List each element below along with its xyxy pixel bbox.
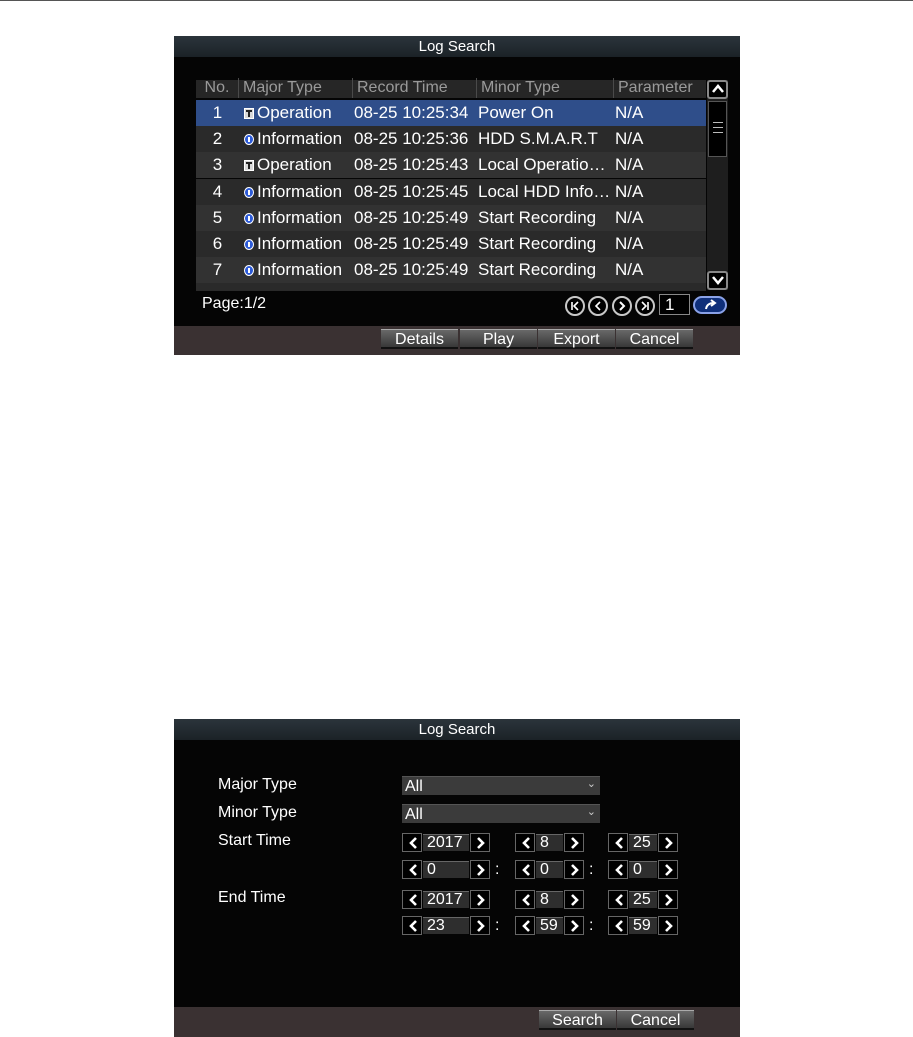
first-page-icon bbox=[569, 300, 581, 312]
parameter-cell: N/A bbox=[615, 155, 644, 175]
row-number: 1 bbox=[212, 103, 223, 122]
table-header bbox=[196, 80, 706, 98]
decrement-button[interactable] bbox=[402, 833, 422, 852]
chevron-left-icon bbox=[613, 863, 625, 877]
major-type-text: Information bbox=[257, 234, 343, 253]
chevron-right-icon bbox=[616, 300, 628, 312]
end-month-spinner[interactable] bbox=[515, 890, 584, 909]
end-minute-spinner[interactable] bbox=[515, 916, 584, 935]
chevron-left-icon bbox=[520, 863, 532, 877]
search-button[interactable]: Search bbox=[539, 1010, 616, 1030]
minor-type-cell: Start Recording bbox=[478, 260, 597, 280]
increment-button[interactable] bbox=[470, 916, 490, 935]
last-page-button[interactable] bbox=[635, 296, 655, 316]
end-time-label: End Time bbox=[218, 889, 286, 906]
decrement-button[interactable] bbox=[515, 860, 535, 879]
chevron-right-icon bbox=[475, 893, 487, 907]
start-second-spinner[interactable] bbox=[608, 860, 678, 879]
record-time-cell: 08-25 10:25:49 bbox=[354, 207, 469, 227]
time-separator: : bbox=[589, 861, 594, 878]
major-type-cell bbox=[242, 126, 352, 152]
chevron-left-icon bbox=[613, 836, 625, 850]
chevron-right-icon bbox=[663, 836, 675, 850]
go-to-page-button[interactable] bbox=[693, 296, 727, 314]
start-day-value[interactable]: 25 bbox=[629, 834, 657, 851]
chevron-up-icon bbox=[711, 83, 725, 95]
minor-type-cell: Local HDD Info… bbox=[478, 181, 610, 201]
end-day-value[interactable]: 25 bbox=[629, 891, 657, 908]
end-hour-value[interactable]: 23 bbox=[423, 917, 469, 934]
end-year-spinner[interactable] bbox=[402, 890, 490, 909]
increment-button[interactable] bbox=[564, 890, 584, 909]
chevron-left-icon bbox=[613, 919, 625, 933]
parameter-cell: N/A bbox=[615, 103, 644, 122]
chevron-right-icon bbox=[663, 863, 675, 877]
table-row[interactable] bbox=[196, 152, 706, 178]
decrement-button[interactable] bbox=[608, 860, 628, 879]
scroll-thumb[interactable] bbox=[708, 101, 727, 157]
column-header-no[interactable]: No. bbox=[196, 78, 239, 98]
decrement-button[interactable] bbox=[515, 916, 535, 935]
column-header-minor-type[interactable]: Minor Type bbox=[477, 78, 614, 98]
table-row[interactable] bbox=[196, 179, 706, 205]
decrement-button[interactable] bbox=[608, 890, 628, 909]
chevron-left-icon bbox=[520, 919, 532, 933]
major-type-cell bbox=[242, 231, 352, 257]
increment-button[interactable] bbox=[470, 890, 490, 909]
chevron-left-icon bbox=[407, 893, 419, 907]
major-type-text: Operation bbox=[257, 155, 332, 175]
log-search-form-window bbox=[174, 719, 740, 1037]
decrement-button[interactable] bbox=[515, 833, 535, 852]
start-hour-value[interactable]: 0 bbox=[423, 861, 469, 878]
parameter-cell: N/A bbox=[615, 207, 644, 227]
start-year-value[interactable]: 2017 bbox=[423, 834, 469, 851]
export-button[interactable]: Export bbox=[538, 329, 615, 349]
minor-type-cell: Power On bbox=[478, 103, 554, 122]
row-number: 7 bbox=[212, 260, 223, 280]
increment-button[interactable] bbox=[564, 860, 584, 879]
minor-type-cell: Start Recording bbox=[478, 234, 597, 253]
row-number: 6 bbox=[212, 234, 223, 253]
parameter-cell: N/A bbox=[615, 260, 644, 280]
page-number-input[interactable]: 1 bbox=[659, 294, 690, 315]
time-separator: : bbox=[589, 917, 594, 934]
cancel-button[interactable]: Cancel bbox=[616, 329, 693, 349]
row-number: 2 bbox=[212, 129, 223, 149]
start-month-spinner[interactable] bbox=[515, 833, 584, 852]
start-time-label: Start Time bbox=[218, 832, 291, 849]
minor-type-label: Minor Type bbox=[218, 804, 297, 821]
start-day-spinner[interactable] bbox=[608, 833, 678, 852]
chevron-right-icon bbox=[663, 919, 675, 933]
chevron-left-icon bbox=[407, 863, 419, 877]
chevron-left-icon bbox=[407, 836, 419, 850]
cancel-button[interactable]: Cancel bbox=[617, 1010, 694, 1030]
time-separator: : bbox=[495, 917, 500, 934]
last-page-icon bbox=[639, 300, 651, 312]
information-icon bbox=[244, 265, 254, 276]
chevron-right-icon bbox=[663, 893, 675, 907]
decrement-button[interactable] bbox=[608, 833, 628, 852]
major-type-text: Operation bbox=[257, 103, 332, 122]
row-number: 3 bbox=[212, 155, 223, 175]
parameter-cell: N/A bbox=[615, 234, 644, 253]
column-header-parameter[interactable]: Parameter bbox=[618, 79, 693, 96]
major-type-cell bbox=[242, 205, 352, 231]
end-day-spinner[interactable] bbox=[608, 890, 678, 909]
increment-button[interactable] bbox=[658, 860, 678, 879]
chevron-right-icon bbox=[569, 863, 581, 877]
minor-type-select[interactable] bbox=[402, 804, 600, 823]
chevron-right-icon bbox=[475, 863, 487, 877]
start-month-value[interactable]: 8 bbox=[536, 834, 563, 851]
scroll-down-button[interactable] bbox=[707, 271, 728, 290]
chevron-left-icon bbox=[520, 893, 532, 907]
chevron-right-icon bbox=[475, 919, 487, 933]
next-page-button[interactable] bbox=[612, 296, 632, 316]
row-number: 4 bbox=[212, 181, 223, 201]
start-second-value[interactable]: 0 bbox=[629, 861, 657, 878]
row-number: 5 bbox=[212, 207, 223, 227]
end-year-value[interactable]: 2017 bbox=[423, 891, 469, 908]
log-search-results-window bbox=[174, 36, 740, 355]
chevron-left-icon bbox=[592, 300, 604, 312]
start-minute-value[interactable]: 0 bbox=[536, 861, 563, 878]
table-row[interactable] bbox=[196, 257, 706, 283]
end-second-spinner[interactable] bbox=[608, 916, 678, 935]
increment-button[interactable] bbox=[564, 833, 584, 852]
record-time-cell: 08-25 10:25:49 bbox=[354, 234, 469, 253]
chevron-right-icon bbox=[475, 836, 487, 850]
table-row[interactable] bbox=[196, 205, 706, 231]
end-second-value[interactable]: 59 bbox=[629, 917, 657, 934]
minor-type-cell: Local Operatio… bbox=[478, 155, 606, 175]
window-title: Log Search bbox=[174, 36, 740, 57]
operation-icon bbox=[244, 108, 254, 119]
first-page-button[interactable] bbox=[565, 296, 585, 316]
page-top-rule bbox=[0, 0, 913, 1]
table-row[interactable] bbox=[196, 100, 706, 126]
increment-button[interactable] bbox=[564, 916, 584, 935]
increment-button[interactable] bbox=[470, 860, 490, 879]
major-type-select[interactable] bbox=[402, 776, 600, 795]
details-button[interactable]: Details bbox=[381, 329, 458, 349]
major-type-cell bbox=[242, 152, 352, 178]
chevron-right-icon bbox=[569, 919, 581, 933]
bottom-button-bar bbox=[174, 326, 740, 355]
decrement-button[interactable] bbox=[515, 890, 535, 909]
column-header-record-time[interactable]: Record Time bbox=[353, 78, 477, 98]
end-minute-value[interactable]: 59 bbox=[536, 917, 563, 934]
major-type-text: Information bbox=[257, 129, 343, 149]
chevron-right-icon bbox=[569, 893, 581, 907]
decrement-button[interactable] bbox=[402, 890, 422, 909]
dropdown-caret-icon: ⌄ bbox=[586, 806, 596, 818]
major-type-cell bbox=[242, 100, 352, 126]
chevron-left-icon bbox=[520, 836, 532, 850]
increment-button[interactable] bbox=[658, 833, 678, 852]
chevron-left-icon bbox=[613, 893, 625, 907]
dropdown-caret-icon: ⌄ bbox=[586, 778, 596, 790]
chevron-left-icon bbox=[407, 919, 419, 933]
previous-page-button[interactable] bbox=[588, 296, 608, 316]
information-icon bbox=[244, 187, 254, 198]
go-arrow-icon bbox=[704, 299, 718, 311]
record-time-cell: 08-25 10:25:34 bbox=[354, 103, 469, 122]
information-icon bbox=[244, 213, 254, 224]
increment-button[interactable] bbox=[658, 890, 678, 909]
minor-type-value: All bbox=[405, 806, 423, 823]
parameter-cell: N/A bbox=[615, 129, 644, 149]
major-type-text: Information bbox=[257, 260, 343, 280]
record-time-cell: 08-25 10:25:43 bbox=[354, 155, 469, 175]
start-minute-spinner[interactable] bbox=[515, 860, 584, 879]
major-type-text: Information bbox=[257, 181, 343, 201]
major-type-label: Major Type bbox=[218, 776, 297, 793]
decrement-button[interactable] bbox=[402, 916, 422, 935]
window-title: Log Search bbox=[174, 719, 740, 740]
record-time-cell: 08-25 10:25:49 bbox=[354, 260, 469, 280]
page-indicator: Page:1/2 bbox=[202, 295, 267, 312]
table-row[interactable] bbox=[196, 231, 706, 257]
start-year-spinner[interactable] bbox=[402, 833, 490, 852]
minor-type-cell: Start Recording bbox=[478, 207, 597, 227]
decrement-button[interactable] bbox=[402, 860, 422, 879]
major-type-cell bbox=[242, 257, 352, 283]
parameter-cell: N/A bbox=[615, 181, 644, 201]
scroll-up-button[interactable] bbox=[707, 80, 728, 99]
play-button[interactable]: Play bbox=[460, 329, 537, 349]
chevron-right-icon bbox=[569, 836, 581, 850]
major-type-text: Information bbox=[257, 207, 343, 227]
end-month-value[interactable]: 8 bbox=[536, 891, 563, 908]
major-type-value: All bbox=[405, 778, 423, 795]
operation-icon bbox=[244, 160, 254, 171]
chevron-down-icon bbox=[711, 274, 725, 286]
start-hour-spinner[interactable] bbox=[402, 860, 490, 879]
record-time-cell: 08-25 10:25:45 bbox=[354, 181, 469, 201]
bottom-button-bar bbox=[174, 1007, 740, 1037]
table-row-partial bbox=[196, 283, 706, 291]
increment-button[interactable] bbox=[470, 833, 490, 852]
vertical-scrollbar[interactable] bbox=[707, 80, 728, 290]
decrement-button[interactable] bbox=[608, 916, 628, 935]
record-time-cell: 08-25 10:25:36 bbox=[354, 129, 469, 149]
major-type-cell bbox=[242, 179, 352, 205]
information-icon bbox=[244, 134, 254, 145]
information-icon bbox=[244, 239, 254, 250]
table-row[interactable] bbox=[196, 126, 706, 152]
column-header-major-type[interactable]: Major Type bbox=[239, 78, 353, 98]
time-separator: : bbox=[495, 861, 500, 878]
minor-type-cell: HDD S.M.A.R.T bbox=[478, 129, 598, 149]
increment-button[interactable] bbox=[658, 916, 678, 935]
end-hour-spinner[interactable] bbox=[402, 916, 490, 935]
